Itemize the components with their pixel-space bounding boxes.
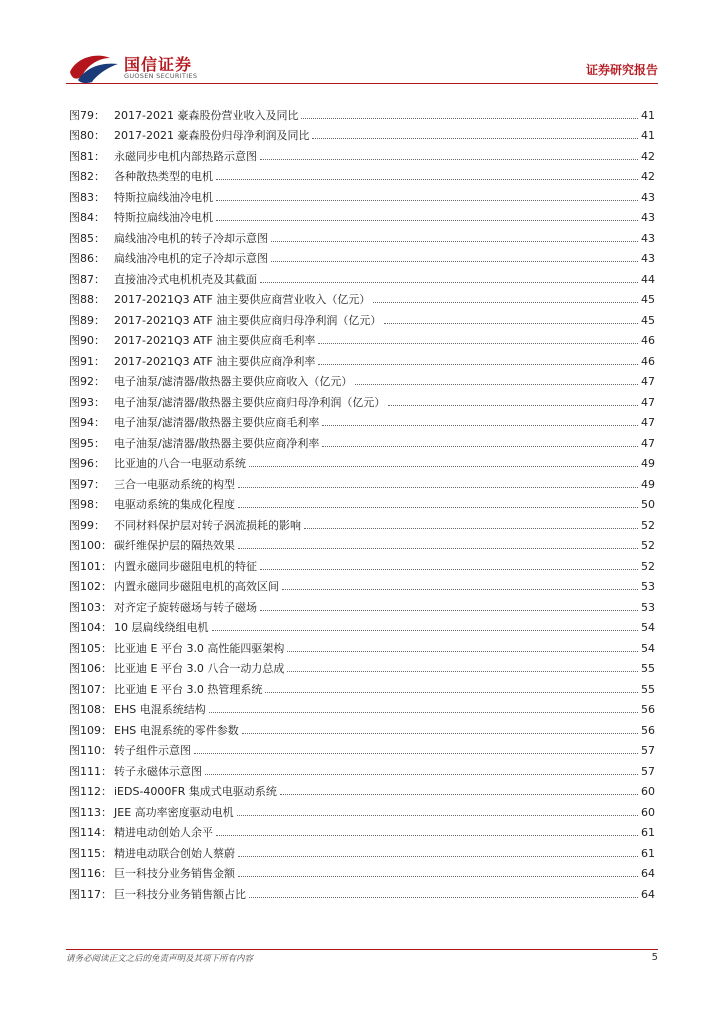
toc-entry[interactable] [69,204,655,225]
toc-page-number: 64 [641,867,655,880]
toc-entry[interactable] [69,409,655,430]
toc-page-number: 47 [641,395,655,409]
toc-figure-label: 图89： [69,313,105,327]
toc-figure-label: 图83： [69,190,105,204]
toc-figure-title: 比亚迪的八合一电驱动系统 [114,457,246,470]
toc-figure-title: 2017-2021 豪森股份营业收入及同比 [114,108,299,122]
toc-figure-title: 10 层扁线绕组电机 [114,621,209,634]
toc-entry[interactable] [69,101,655,122]
toc-figure-title: 巨一科技分业务销售金额 [114,867,235,880]
toc-entry[interactable] [69,552,655,573]
toc-entry[interactable] [69,183,655,204]
toc-entry[interactable] [69,286,655,307]
toc-figure-label: 图92： [69,375,105,388]
toc-page-number: 46 [641,354,655,368]
toc-figure-title: 扁线油冷电机的定子冷却示意图 [114,252,268,265]
toc-figure-title: 对齐定子旋转磁场与转子磁场 [114,600,257,614]
toc-entry[interactable] [69,819,655,840]
toc-figure-label: 图109： [69,723,112,737]
toc-dot-leader [216,179,638,180]
toc-figure-title: 精进电动创始人余平 [114,826,213,839]
toc-page-number: 47 [641,416,655,429]
toc-entry[interactable] [69,245,655,266]
toc-dot-leader [260,159,638,160]
toc-page-number: 64 [641,887,655,901]
toc-figure-title: 转子组件示意图 [114,744,191,757]
toc-dot-leader [260,282,638,283]
toc-entry[interactable] [69,306,655,327]
toc-page-number: 47 [641,375,655,388]
toc-figure-title: 电子油泵/滤清器/散热器主要供应商归母净利润（亿元） [114,395,386,409]
toc-figure-title: 2017-2021 豪森股份归母净利润及同比 [114,129,310,142]
toc-page-number: 56 [641,723,655,737]
toc-dot-leader [237,815,638,816]
toc-entry[interactable] [69,593,655,614]
toc-dot-leader [249,466,638,467]
toc-dot-leader [216,835,638,836]
toc-entry[interactable] [69,265,655,286]
toc-dot-leader [373,302,638,303]
toc-figure-label: 图107： [69,682,112,696]
toc-figure-label: 图116： [69,867,112,880]
toc-page-number: 57 [641,744,655,757]
toc-figure-title: 不同材料保护层对转子涡流损耗的影响 [114,518,301,532]
toc-page-number: 43 [641,252,655,265]
guosen-logo-icon [66,50,122,84]
toc-figure-label: 图117： [69,887,112,901]
toc-dot-leader [322,446,638,447]
toc-page-number: 42 [641,170,655,183]
toc-page-number: 45 [641,313,655,327]
toc-figure-title: EHS 电混系统结构 [114,703,206,716]
toc-page-number: 55 [641,662,655,675]
toc-dot-leader [238,487,638,488]
toc-entry[interactable] [69,122,655,143]
toc-figure-title: 内置永磁同步磁阻电机的高效区间 [114,580,279,593]
toc-dot-leader [318,343,638,344]
toc-figure-title: 电驱动系统的集成化程度 [114,498,235,511]
toc-figure-title: 三合一电驱动系统的构型 [114,477,235,491]
toc-page-number: 45 [641,293,655,306]
toc-dot-leader [194,753,638,754]
toc-dot-leader [212,630,639,631]
toc-figure-label: 图82： [69,170,105,183]
toc-figure-title: iEDS-4000FR 集成式电驱动系统 [114,785,277,798]
toc-figure-title: 比亚迪 E 平台 3.0 热管理系统 [114,682,263,696]
toc-entry[interactable] [69,163,655,184]
toc-figure-label: 图113： [69,805,112,819]
toc-page-number: 41 [641,129,655,142]
toc-figure-label: 图95： [69,436,105,450]
toc-figure-title: 特斯拉扁线油冷电机 [114,211,213,224]
toc-dot-leader [209,712,638,713]
toc-figure-title: 巨一科技分业务销售额占比 [114,887,246,901]
toc-figure-title: 各种散热类型的电机 [114,170,213,183]
toc-figure-title: 转子永磁体示意图 [114,764,202,778]
toc-dot-leader [249,897,638,898]
toc-page-number: 55 [641,682,655,696]
toc-page-number: 50 [641,498,655,511]
toc-dot-leader [388,405,638,406]
toc-figure-title: 扁线油冷电机的转子冷却示意图 [114,231,268,245]
toc-page-number: 61 [641,846,655,860]
toc-figure-title: 永磁同步电机内部热路示意图 [114,149,257,163]
toc-dot-leader [238,507,638,508]
toc-figure-title: 2017-2021Q3 ATF 油主要供应商归母净利润（亿元） [114,313,382,327]
toc-figure-label: 图93： [69,395,105,409]
toc-entry[interactable] [69,778,655,799]
toc-dot-leader [260,569,638,570]
toc-entry[interactable] [69,491,655,512]
page-header [0,0,724,100]
toc-figure-title: 比亚迪 E 平台 3.0 八合一动力总成 [114,662,285,675]
header-divider [66,83,658,84]
toc-figure-label: 图112： [69,785,112,798]
toc-page-number: 54 [641,621,655,634]
toc-entry[interactable] [69,429,655,450]
toc-figure-label: 图111： [69,764,112,778]
toc-dot-leader [205,774,638,775]
toc-page-number: 60 [641,805,655,819]
toc-entry[interactable] [69,737,655,758]
toc-dot-leader [238,856,638,857]
toc-page-number: 49 [641,457,655,470]
toc-figure-title: 2017-2021Q3 ATF 油主要供应商营业收入（亿元） [114,293,371,306]
toc-figure-label: 图103： [69,600,112,614]
toc-dot-leader [287,651,638,652]
toc-figure-title: 电子油泵/滤清器/散热器主要供应商毛利率 [114,416,320,429]
toc-dot-leader [355,384,638,385]
toc-figure-title: 内置永磁同步磁阻电机的特征 [114,559,257,573]
toc-page-number: 49 [641,477,655,491]
toc-figure-label: 图98： [69,498,105,511]
toc-figure-title: 2017-2021Q3 ATF 油主要供应商净利率 [114,354,316,368]
toc-figure-label: 图94： [69,416,105,429]
toc-page-number: 46 [641,334,655,347]
toc-dot-leader [287,671,638,672]
toc-figure-title: 比亚迪 E 平台 3.0 高性能四驱架构 [114,641,285,655]
toc-entry[interactable] [69,634,655,655]
toc-figure-title: 电子油泵/滤清器/散热器主要供应商收入（亿元） [114,375,353,388]
toc-entry[interactable] [69,860,655,881]
toc-entry[interactable] [69,368,655,389]
toc-page-number: 53 [641,580,655,593]
logo-english-name: GUOSEN SECURITIES [124,72,198,80]
toc-figure-label: 图85： [69,231,105,245]
toc-figure-label: 图108： [69,703,112,716]
toc-page-number: 60 [641,785,655,798]
toc-entry[interactable] [69,614,655,635]
toc-figure-label: 图80： [69,129,105,142]
toc-entry[interactable] [69,511,655,532]
toc-page-number: 52 [641,559,655,573]
toc-figure-label: 图91： [69,354,105,368]
toc-page-number: 44 [641,272,655,286]
toc-entry[interactable] [69,716,655,737]
toc-entry[interactable] [69,224,655,245]
toc-entry[interactable] [69,675,655,696]
toc-page-number: 43 [641,190,655,204]
toc-figure-label: 图114： [69,826,112,839]
toc-figure-label: 图115： [69,846,112,860]
toc-dot-leader [384,323,638,324]
toc-page-number: 56 [641,703,655,716]
toc-figure-title: 2017-2021Q3 ATF 油主要供应商毛利率 [114,334,316,347]
toc-dot-leader [280,794,638,795]
toc-entry[interactable] [69,450,655,471]
toc-figure-label: 图79： [69,108,105,122]
toc-dot-leader [301,118,638,119]
toc-page-number: 57 [641,764,655,778]
toc-figure-label: 图106： [69,662,112,675]
toc-figure-label: 图104： [69,621,112,634]
toc-page-number: 61 [641,826,655,839]
toc-page-number: 43 [641,231,655,245]
toc-figure-label: 图110： [69,744,112,757]
toc-entry[interactable] [69,347,655,368]
page-number: 5 [651,952,658,963]
toc-figure-label: 图87： [69,272,105,286]
toc-entry[interactable] [69,880,655,901]
toc-page-number: 52 [641,518,655,532]
toc-dot-leader [260,610,638,611]
toc-figure-label: 图100： [69,539,112,552]
toc-entry[interactable] [69,388,655,409]
toc-entry[interactable] [69,757,655,778]
toc-dot-leader [282,589,638,590]
toc-dot-leader [242,733,638,734]
toc-figure-title: EHS 电混系统的零件参数 [114,723,239,737]
toc-entry[interactable] [69,839,655,860]
toc-figure-label: 图102： [69,580,112,593]
report-type: 证券研究报告 [585,63,658,77]
toc-figure-title: 精进电动联合创始人蔡蔚 [114,846,235,860]
toc-figure-title: 电子油泵/滤清器/散热器主要供应商净利率 [114,436,320,450]
toc-figure-title: JEE 高功率密度驱动电机 [114,805,234,819]
toc-dot-leader [322,425,638,426]
toc-page-number: 43 [641,211,655,224]
toc-entry[interactable] [69,573,655,594]
toc-page-number: 47 [641,436,655,450]
guosen-logo [66,50,206,86]
toc-entry[interactable] [69,798,655,819]
toc-dot-leader [318,364,638,365]
toc-dot-leader [216,220,638,221]
footer-divider [66,949,658,950]
toc-figure-label: 图86： [69,252,105,265]
toc-figure-label: 图105： [69,641,112,655]
toc-dot-leader [271,241,638,242]
toc-entry[interactable] [69,532,655,553]
figure-index-list [69,101,655,901]
toc-figure-label: 图90： [69,334,105,347]
toc-page-number: 41 [641,108,655,122]
toc-dot-leader [238,548,638,549]
toc-figure-label: 图99： [69,518,105,532]
toc-figure-label: 图101： [69,559,112,573]
toc-dot-leader [304,528,638,529]
toc-dot-leader [216,200,638,201]
toc-entry[interactable] [69,696,655,717]
toc-entry[interactable] [69,470,655,491]
toc-figure-label: 图81： [69,149,105,163]
toc-page-number: 52 [641,539,655,552]
footer-disclaimer: 请务必阅读正文之后的免责声明及其项下所有内容 [66,954,254,964]
toc-dot-leader [271,261,638,262]
toc-figure-title: 特斯拉扁线油冷电机 [114,190,213,204]
toc-figure-title: 碳纤维保护层的隔热效果 [114,539,235,552]
toc-figure-label: 图97： [69,477,105,491]
logo-chinese-name: 国信证券 [124,55,193,74]
toc-dot-leader [312,138,638,139]
toc-page-number: 53 [641,600,655,614]
toc-figure-label: 图96： [69,457,105,470]
toc-page-number: 54 [641,641,655,655]
toc-dot-leader [265,692,638,693]
toc-page-number: 42 [641,149,655,163]
toc-dot-leader [238,876,638,877]
toc-entry[interactable] [69,327,655,348]
toc-figure-label: 图84： [69,211,105,224]
toc-entry[interactable] [69,142,655,163]
toc-figure-label: 图88： [69,293,105,306]
toc-figure-title: 直接油冷式电机机壳及其截面 [114,272,257,286]
toc-entry[interactable] [69,655,655,676]
